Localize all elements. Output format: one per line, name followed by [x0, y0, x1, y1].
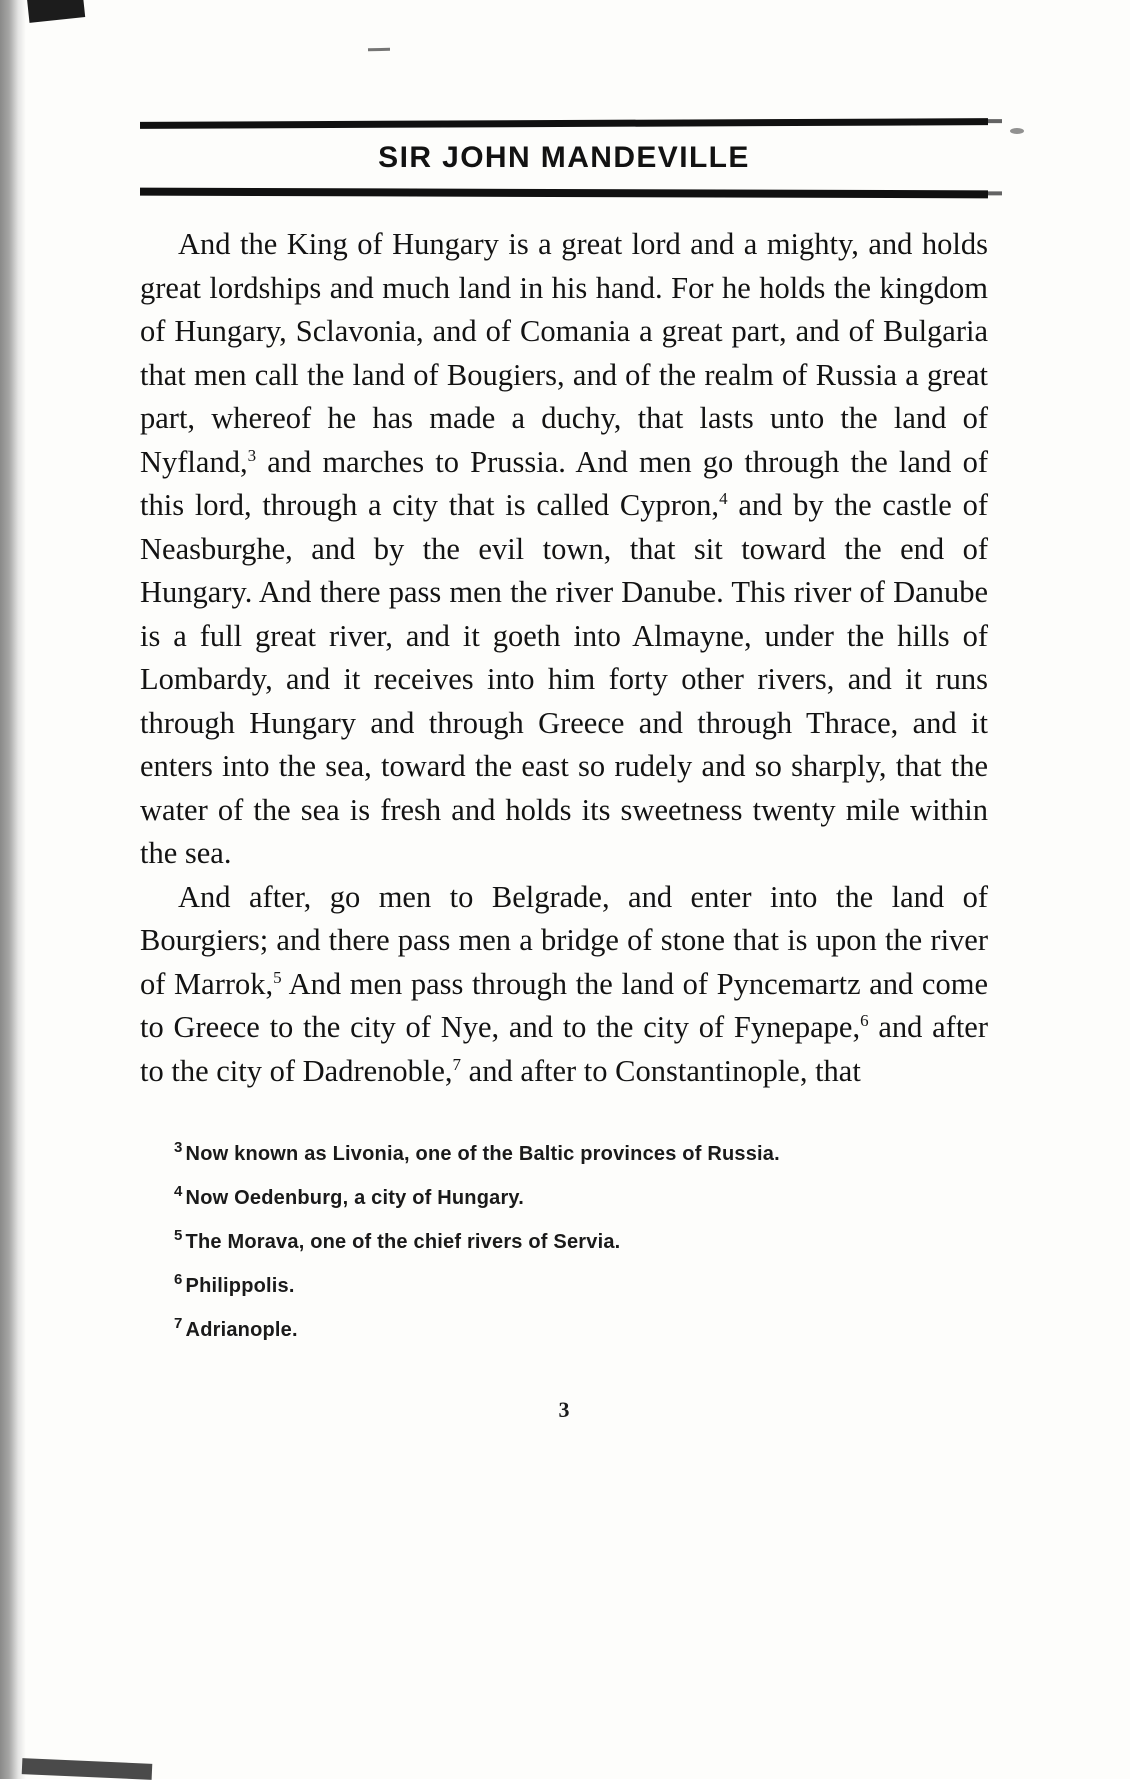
footnote-marker: 5: [174, 1227, 183, 1245]
footnote-marker[interactable]: 7: [452, 1054, 462, 1074]
footnote-marker: 4: [174, 1183, 183, 1201]
footnote-marker[interactable]: 4: [719, 488, 728, 508]
page-title: SIR JOHN MANDEVILLE: [378, 141, 750, 174]
footnote-marker: 3: [174, 1139, 183, 1157]
page-number: 3: [558, 1397, 570, 1422]
footnote-text: Now known as Livonia, one of the Baltic provinces of Russia.: [185, 1143, 780, 1165]
body-text: [140, 223, 988, 1093]
footnote-marker: 7: [174, 1315, 183, 1333]
header-rule-bottom: [140, 188, 988, 199]
scan-speck-top: [368, 48, 390, 51]
footnote-marker: 6: [174, 1271, 183, 1289]
scan-speck-right: [1010, 128, 1024, 134]
footnote-marker[interactable]: 3: [247, 445, 257, 465]
footnote: [140, 1271, 988, 1301]
footnote-marker[interactable]: 6: [860, 1010, 869, 1030]
paragraph: And after, go men to Belgrade, and enter into the land of Bourgiers; and there pass men a bridge of stone that is upon the river of Marrok,$^5$ And men pass through the land of Pyncemartz and come to Greece to the city of Nye, and to the city of Fynepape,$^6$ and after to the city of Dadrenoble,$^7$ and after to Constantinople, that: [140, 879, 988, 1088]
footnotes-block: [140, 1139, 988, 1345]
footnote-text: Adrianople.: [185, 1319, 298, 1341]
footnote-text: Philippolis.: [185, 1275, 295, 1297]
footnote: [140, 1227, 988, 1257]
page-edge-shadow: [0, 0, 26, 1779]
scan-artifact-bottom-left: [22, 1758, 153, 1780]
footnote: [140, 1315, 988, 1345]
footnote: [140, 1139, 988, 1169]
page-content: [140, 120, 988, 1423]
footnote-text: The Morava, one of the chief rivers of Servia.: [185, 1231, 621, 1253]
scan-artifact-top-left: [27, 0, 85, 23]
footnote-text: Now Oedenburg, a city of Hungary.: [185, 1187, 525, 1209]
paragraph: And the King of Hungary is a great lord and a mighty, and holds great lordships and much land in his hand. For he holds the kingdom of Hungary, Sclavonia, and of Comania a great part, and of Bulgaria that men call the land of Bougiers, and of the realm of Russia a great part, whereof he has made a duchy, that lasts unto the land of Nyfland,$^3$ and marches to Prussia. And men go through the land of this lord, through a city that is called Cypron,$^4$ and by the castle of Neasburghe, and by the evil town, that sit toward the end of Hungary. And there pass men the river Danube. This river of Danube is a full great river, and it goeth into Almayne, under the hills of Lombardy, and it receives into him forty other rivers, and it runs through Hungary and through Greece and through Thrace, and it enters into the sea, toward the east so rudely and so sharply, that the water of the sea is fresh and holds its sweetness twenty mile within the sea.: [140, 227, 988, 870]
footnote-marker[interactable]: 5: [273, 967, 282, 987]
footnote: [140, 1183, 988, 1213]
